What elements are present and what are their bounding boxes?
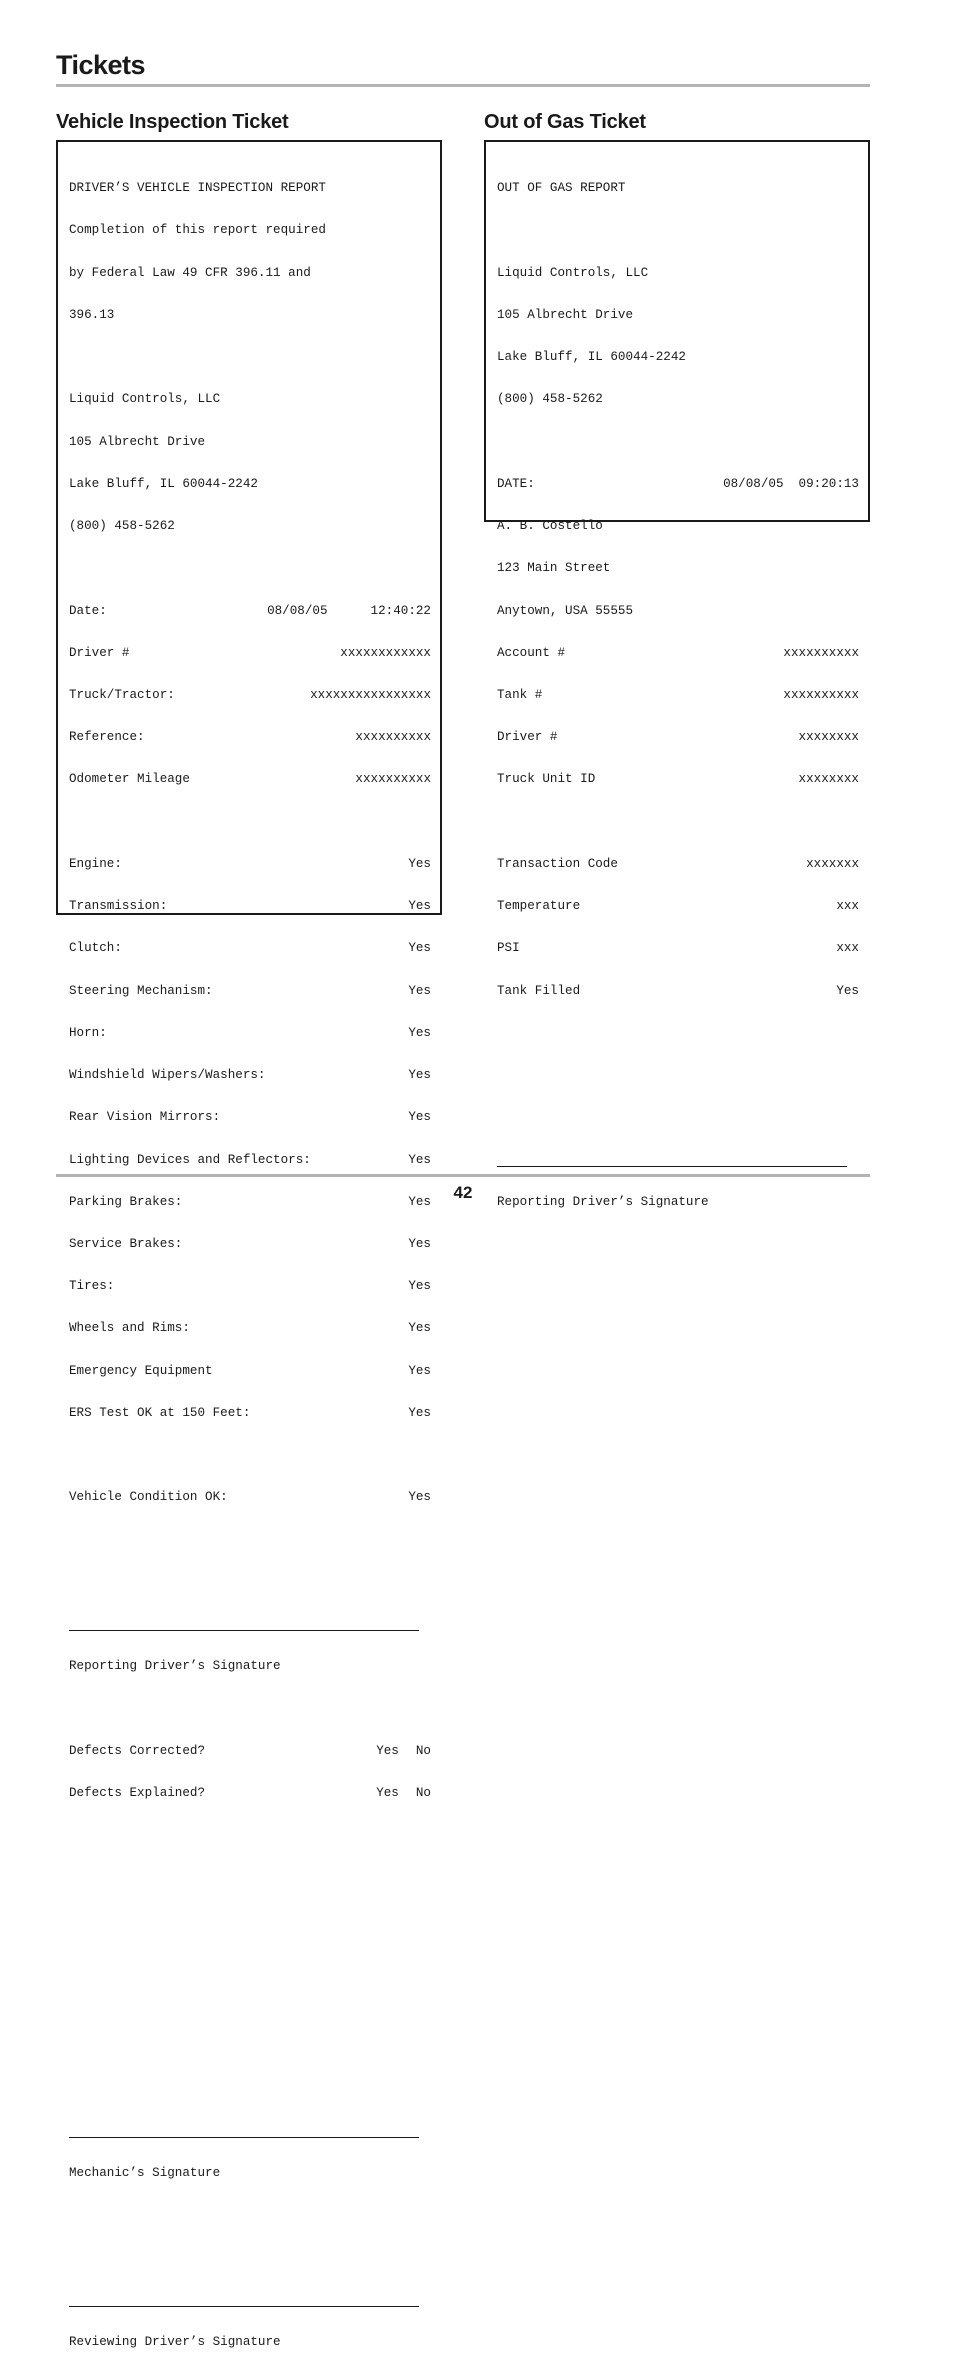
check-value: Yes <box>408 1321 431 1336</box>
out-of-gas-ticket <box>484 140 870 1209</box>
check-value: Yes <box>408 1237 431 1252</box>
defects-label: Defects Explained? <box>69 1786 206 1801</box>
field-label: Reference: <box>69 730 145 745</box>
check-row <box>69 1321 431 1335</box>
check-row <box>69 1110 431 1124</box>
defects-label: Defects Corrected? <box>69 1743 206 1758</box>
defects-row <box>69 1786 431 1800</box>
field-label: Truck/Tractor: <box>69 687 175 702</box>
date-label: DATE: <box>497 476 535 491</box>
check-label: ERS Test OK at 150 Feet: <box>69 1405 251 1420</box>
vehicle-inspection-report <box>69 153 431 2377</box>
check-label: Parking Brakes: <box>69 1194 183 1209</box>
mechanic-signature-line <box>69 2124 431 2138</box>
report-header-line: by Federal Law 49 CFR 396.11 and <box>69 265 311 280</box>
condition-value: Yes <box>408 1490 431 1505</box>
reporting-signature-label: Reporting Driver’s Signature <box>497 1194 709 1209</box>
field-value: xxxxxxxxxx <box>355 772 431 787</box>
reading-label: Temperature <box>497 899 581 914</box>
field-label: Truck Unit ID <box>497 772 596 787</box>
vehicle-inspection-title: Vehicle Inspection Ticket <box>56 111 289 133</box>
field-value: xxxxxxxxxx <box>355 730 431 745</box>
reporting-signature-line <box>497 1153 859 1167</box>
check-label: Wheels and Rims: <box>69 1321 190 1336</box>
reading-label: PSI <box>497 941 520 956</box>
field-value: xxxxxxxxxxxx <box>340 645 431 660</box>
check-value: Yes <box>408 941 431 956</box>
check-value: Yes <box>408 983 431 998</box>
field-row <box>497 646 859 660</box>
check-row <box>69 1279 431 1293</box>
check-row <box>69 984 431 998</box>
address-line: Liquid Controls, LLC <box>69 392 221 407</box>
check-value: Yes <box>408 899 431 914</box>
condition-row <box>69 1490 431 1504</box>
check-value: Yes <box>408 1279 431 1294</box>
reading-row <box>497 984 859 998</box>
report-header-line: DRIVER’S VEHICLE INSPECTION REPORT <box>69 181 326 196</box>
field-row <box>497 772 859 786</box>
field-label: Tank # <box>497 687 543 702</box>
field-row <box>497 688 859 702</box>
reading-row <box>497 857 859 871</box>
address-line: (800) 458-5262 <box>69 519 175 534</box>
check-row <box>69 1364 431 1378</box>
mechanic-signature-label: Mechanic’s Signature <box>69 2166 221 2181</box>
yes-option: Yes <box>376 1786 399 1801</box>
reading-row <box>497 899 859 913</box>
date-row <box>497 477 859 491</box>
reading-label: Transaction Code <box>497 856 618 871</box>
address-line: 105 Albrecht Drive <box>69 434 206 449</box>
check-value: Yes <box>408 1194 431 1209</box>
report-header-line: 396.13 <box>69 307 115 322</box>
report-header-line: Completion of this report required <box>69 223 326 238</box>
out-of-gas-title: Out of Gas Ticket <box>484 111 646 133</box>
field-value: xxxxxxxxxxxxxxxx <box>310 687 431 702</box>
check-value: Yes <box>408 856 431 871</box>
check-value: Yes <box>408 1152 431 1167</box>
vehicle-inspection-ticket <box>56 140 442 2350</box>
time-value: 09:20:13 <box>798 476 859 491</box>
reviewing-signature-line <box>69 2293 431 2307</box>
field-label: Driver # <box>497 730 558 745</box>
header-rule <box>56 84 870 87</box>
field-row <box>69 730 431 744</box>
field-value: xxxxxxxxxx <box>783 687 859 702</box>
field-value: xxxxxxxxxx <box>783 645 859 660</box>
field-row <box>69 688 431 702</box>
field-label: Driver # <box>69 645 130 660</box>
report-header-line: OUT OF GAS REPORT <box>497 181 626 196</box>
check-value: Yes <box>408 1110 431 1125</box>
yes-option: Yes <box>376 1743 399 1758</box>
reporting-signature-line <box>69 1617 431 1631</box>
field-row <box>69 646 431 660</box>
check-label: Transmission: <box>69 899 168 914</box>
check-row <box>69 1237 431 1251</box>
address-line: 105 Albrecht Drive <box>497 307 634 322</box>
customer-line: Anytown, USA 55555 <box>497 603 634 618</box>
check-row <box>69 899 431 913</box>
condition-label: Vehicle Condition OK: <box>69 1490 228 1505</box>
check-value: Yes <box>408 1025 431 1040</box>
check-label: Emergency Equipment <box>69 1363 213 1378</box>
reading-value: xxx <box>836 899 859 914</box>
reading-row <box>497 941 859 955</box>
field-value: xxxxxxxx <box>798 772 859 787</box>
check-value: Yes <box>408 1363 431 1378</box>
address-line: (800) 458-5262 <box>497 392 603 407</box>
check-row <box>69 857 431 871</box>
check-label: Lighting Devices and Reflectors: <box>69 1152 311 1167</box>
check-row <box>69 1026 431 1040</box>
field-label: Odometer Mileage <box>69 772 190 787</box>
customer-line: 123 Main Street <box>497 561 611 576</box>
page-title: Tickets <box>56 50 146 80</box>
reading-label: Tank Filled <box>497 983 581 998</box>
date-row <box>69 604 431 618</box>
address-line: Lake Bluff, IL 60044-2242 <box>497 350 686 365</box>
address-line: Lake Bluff, IL 60044-2242 <box>69 476 258 491</box>
check-label: Rear Vision Mirrors: <box>69 1110 221 1125</box>
reading-value: xxx <box>836 941 859 956</box>
no-option: No <box>415 1743 431 1758</box>
check-label: Service Brakes: <box>69 1237 183 1252</box>
check-label: Engine: <box>69 856 122 871</box>
reading-value: Yes <box>836 983 859 998</box>
defects-row <box>69 1744 431 1758</box>
check-label: Clutch: <box>69 941 122 956</box>
check-label: Tires: <box>69 1279 115 1294</box>
field-row <box>69 772 431 786</box>
check-label: Horn: <box>69 1025 107 1040</box>
check-row <box>69 941 431 955</box>
field-row <box>497 730 859 744</box>
check-value: Yes <box>408 1405 431 1420</box>
reviewing-signature-label: Reviewing Driver’s Signature <box>69 2335 281 2350</box>
check-label: Steering Mechanism: <box>69 983 213 998</box>
address-line: Liquid Controls, LLC <box>497 265 649 280</box>
footer-rule <box>56 1174 870 1177</box>
field-label: Account # <box>497 645 566 660</box>
date-value: 08/08/05 <box>267 603 328 618</box>
time-value: 12:40:22 <box>370 603 431 618</box>
field-value: xxxxxxxx <box>798 730 859 745</box>
no-option: No <box>415 1786 431 1801</box>
check-label: Windshield Wipers/Washers: <box>69 1068 266 1083</box>
reading-value: xxxxxxx <box>806 856 859 871</box>
check-row <box>69 1153 431 1167</box>
check-row <box>69 1068 431 1082</box>
reporting-signature-label: Reporting Driver’s Signature <box>69 1659 281 1674</box>
check-value: Yes <box>408 1068 431 1083</box>
check-row <box>69 1406 431 1420</box>
customer-line: A. B. Costello <box>497 519 603 534</box>
page-number: 42 <box>453 1183 473 1202</box>
date-value: 08/08/05 <box>723 476 784 491</box>
out-of-gas-report <box>497 153 859 1237</box>
date-label: Date: <box>69 603 107 618</box>
